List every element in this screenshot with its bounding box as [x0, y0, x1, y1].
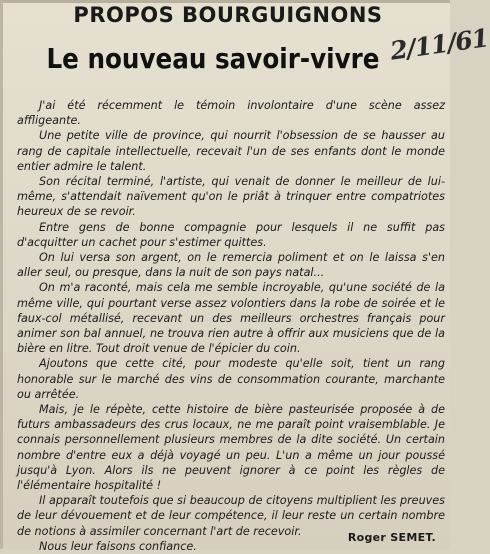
article-paragraph: Nous leur faisons confiance. — [39, 539, 197, 553]
article-headline: Le nouveau savoir-vivre — [46, 42, 380, 75]
article-paragraph: Ajoutons que cette cité, pour modeste qu'elle soit, tient un rang honorable sur le marché des vins de consommation courante, marchante ou arrêtée. — [17, 357, 445, 401]
article-paragraph: Entre gens de bonne compagnie pour lesquels il ne suffit pas d'acquitter un cachet pour s'estimer quittes. — [17, 220, 445, 249]
article-paragraph: Mais, je le répète, cette histoire de bière pasteurisée proposée à de futurs ambassadeurs des crus locaux, ne me paraît point vraisemblable. Je connais personnellement plusieurs membres de la dite société. Un certain nombre d'entre eux a déjà voyagé un peu. L'un a même un jour poussé jusqu'à Lyon. Alors ils ne peuvent ignorer à ce point les règles de l'élémentaire hospitalité ! — [17, 403, 445, 493]
article-paragraph: Une petite ville de province, qui nourrit l'obsession de se hausser au rang de capitale intellectuelle, recevait l'un de ses enfants dont le monde entier admire le talent. — [17, 129, 445, 173]
article-paragraph: Son récital terminé, l'artiste, qui venait de donner le meilleur de lui-même, s'attendait naïvement qu'on le priât à trinquer entre compatriotes heureux de se revoir. — [17, 175, 445, 219]
handwritten-date: 2/11/61 — [388, 23, 490, 66]
article-body — [17, 98, 445, 554]
article-paragraph: On m'a raconté, mais cela me semble incroyable, qu'une société de la même ville, qui pourtant verse assez volontiers dans la robe de soirée et le faux-col métallisé, recevant un des meilleurs orchestres français pour animer son bal annuel, ne trouva rien autre à offrir aux musiciens que de la bière en litre. Tout droit venue de l'épicier du coin. — [17, 281, 445, 356]
article-paragraph: Il apparaît toutefois que si beaucoup de citoyens multiplient les preuves de leur dévouement et de leur compétence, il leur reste un certain nombre de notions à assimiler concernant l'art de recevoir. — [17, 494, 445, 538]
article-paragraph: J'ai été récemment le témoin involontaire d'une scène assez affligeante. — [17, 99, 445, 128]
author-byline: Roger SEMET. — [347, 531, 436, 544]
article-paragraph: On lui versa son argent, on le remercia poliment et on le laissa s'en aller seul, ou presque, dans la nuit de son pays natal... — [17, 251, 445, 280]
section-kicker: PROPOS BOURGUIGNONS — [73, 3, 383, 27]
